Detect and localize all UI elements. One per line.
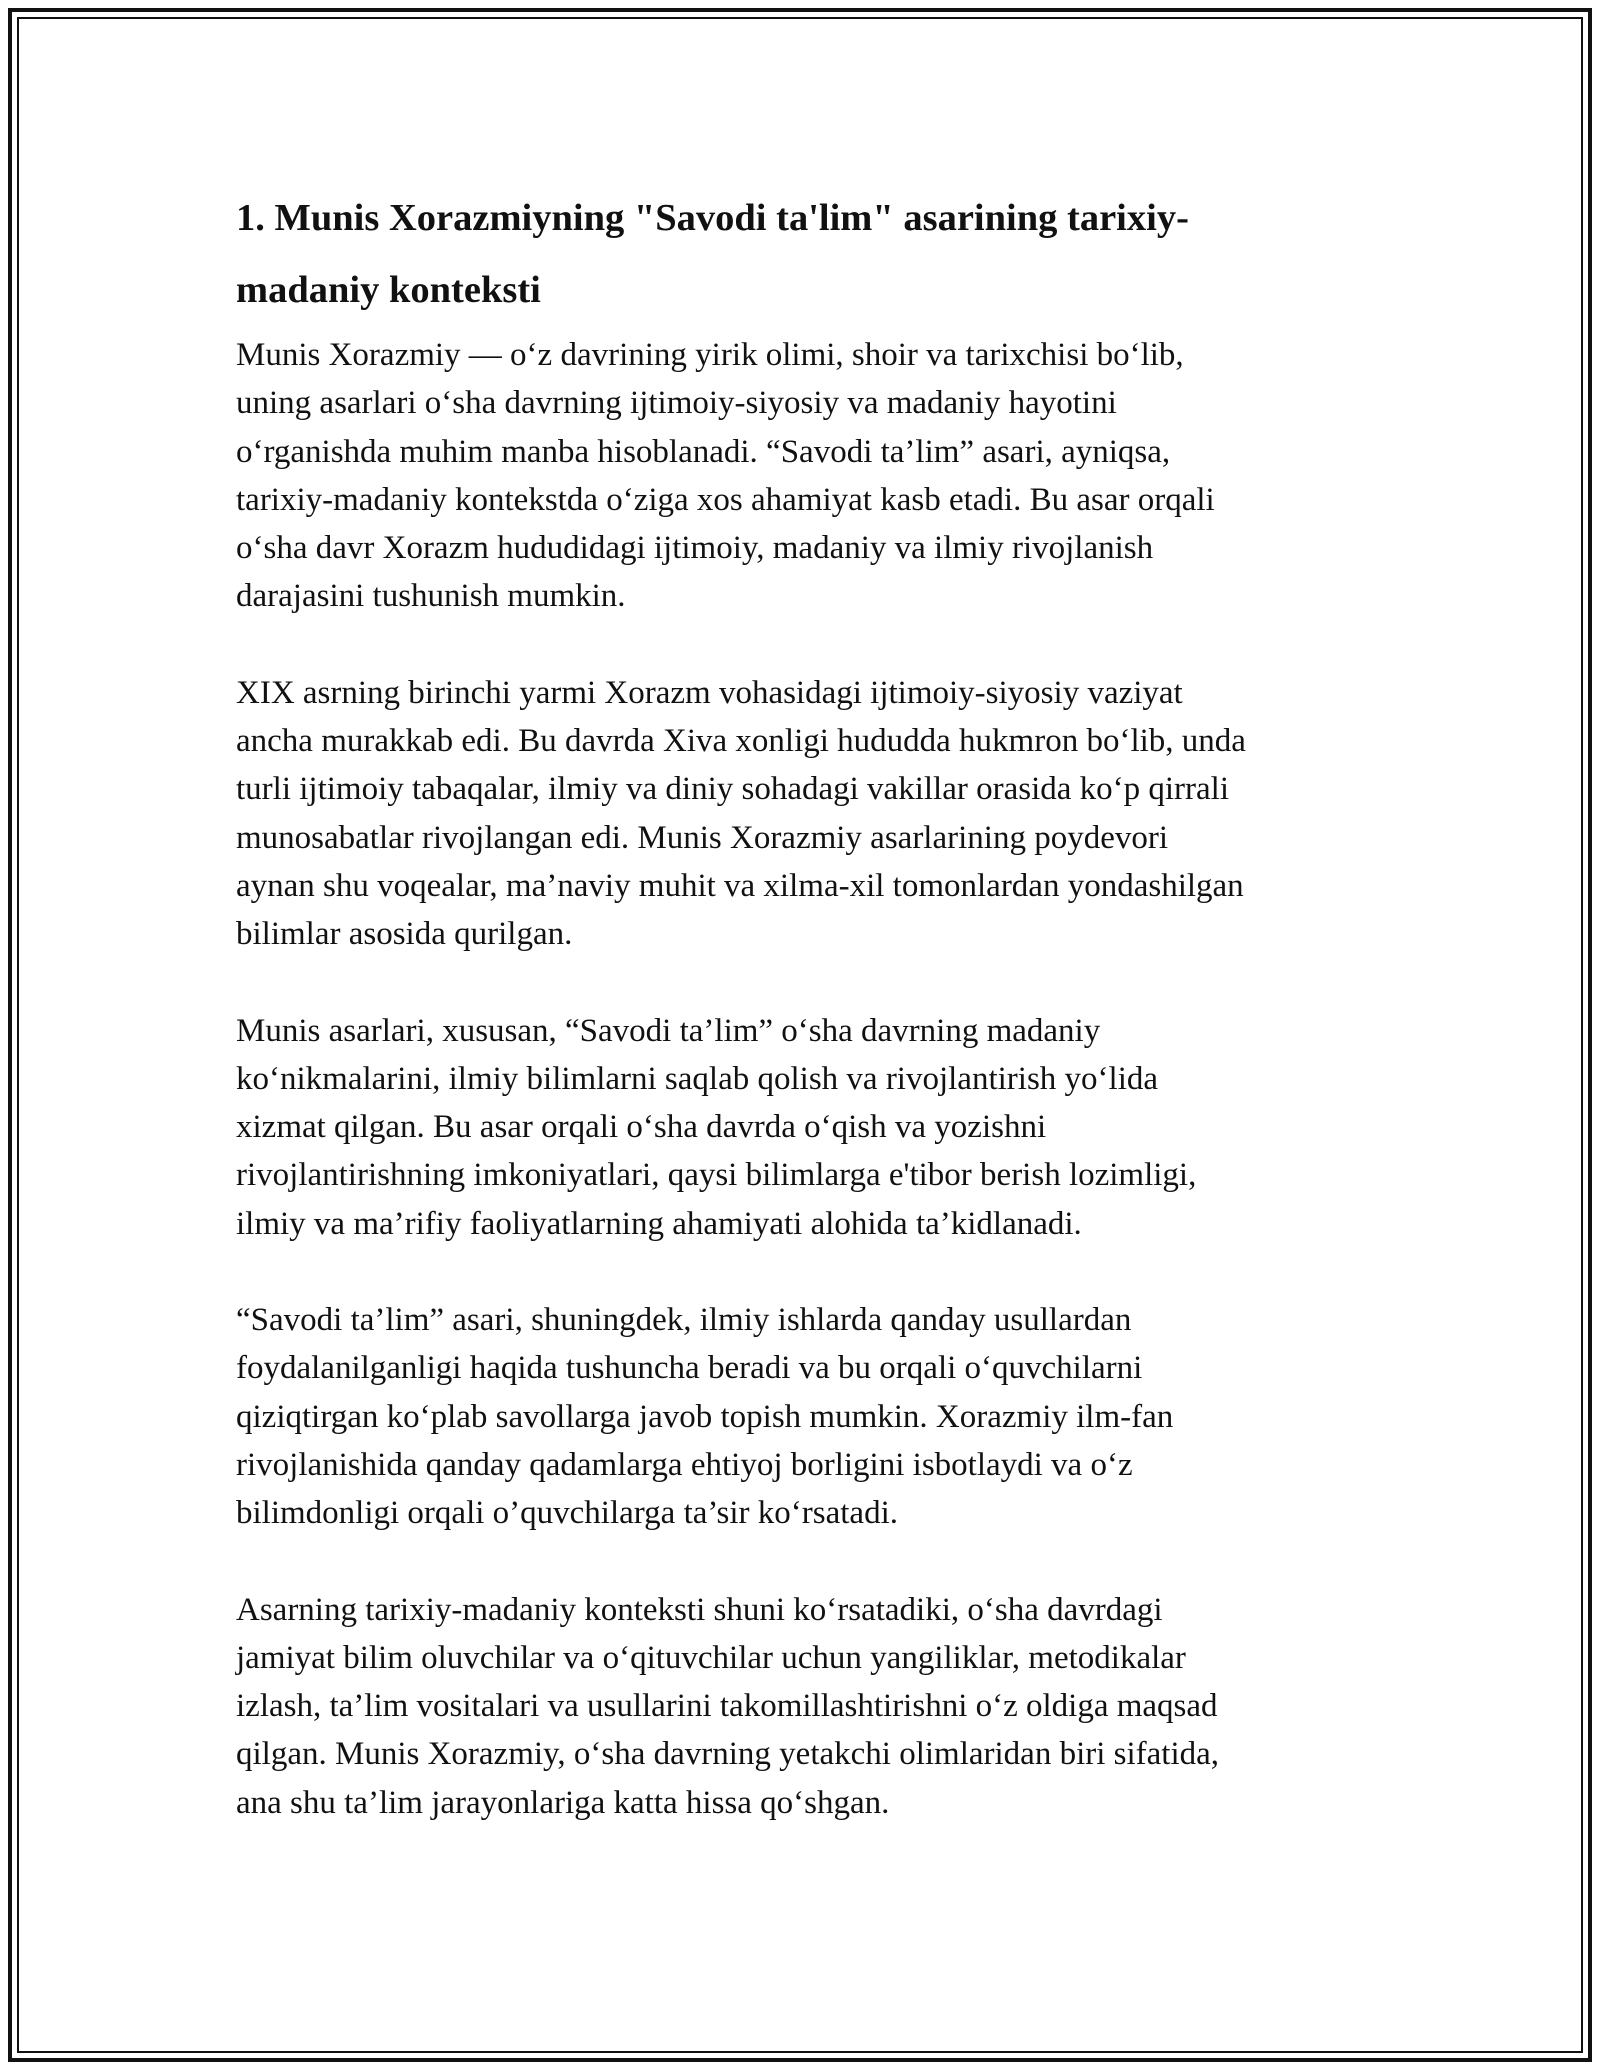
paragraph-5: Asarning tarixiy-madaniy konteksti shuni ko‘rsatadiki, o‘sha davrdagi jamiyat bilim oluvchilar va o‘qituvchilar uchun yangiliklar, metodikalar izlash, ta’lim vositalari va usullarini takomillashtirishni o‘z oldiga maqsad qilgan. Munis Xorazmiy, o‘sha davrning yetakchi olimlaridan biri sifatida, ana shu ta’lim jarayonlariga katta hissa qo‘shgan. bbox=[236, 1591, 1220, 1821]
paragraph-1: Munis Xorazmiy — o‘z davrining yirik olimi, shoir va tarixchisi bo‘lib, uning asarlari o‘sha davrning ijtimoiy-siyosiy va madaniy hayotini o‘rganishda muhim manba hisoblanadi. “Savodi ta’lim” asari, ayniqsa, tarixiy-madaniy kontekstda o‘ziga xos ahamiyat kasb etadi. Bu asar orqali o‘sha davr Xorazm hududidagi ijtimoiy, madaniy va ilmiy rivojlanish darajasini tushunish mumkin. bbox=[236, 337, 1215, 615]
section-heading: 1. Munis Xorazmiyning "Savodi ta'lim" asarining tarixiy- madaniy konteksti bbox=[236, 197, 1189, 311]
document-body bbox=[236, 182, 1376, 1827]
paragraph-4: “Savodi ta’lim” asari, shuningdek, ilmiy ishlarda qanday usullardan foydalanilganligi haqida tushuncha beradi va bu orqali o‘quvchilarni qiziqtirgan ko‘plab savollarga javob topish mumkin. Xorazmiy ilm-fan rivojlanishida qanday qadamlarga ehtiyoj borligini isbotlaydi va o‘z bilimdonligi orqali o’quvchilarga ta’sir ko‘rsatadi. bbox=[236, 1302, 1174, 1532]
paragraph-3: Munis asarlari, xususan, “Savodi ta’lim” o‘sha davrning madaniy ko‘nikmalarini, ilmiy bilimlarni saqlab qolish va rivojlantirish yo‘lida xizmat qilgan. Bu asar orqali o‘sha davrda o‘qish va yozishni rivojlantirishning imkoniyatlari, qaysi bilimlarga e'tibor berish lozimligi, ilmiy va ma’rifiy faoliyatlarning ahamiyati alohida ta’kidlanadi. bbox=[236, 1012, 1197, 1242]
paragraph-2: XIX asrning birinchi yarmi Xorazm vohasidagi ijtimoiy-siyosiy vaziyat ancha murakkab edi. Bu davrda Xiva xonligi hududda hukmron bo‘lib, unda turli ijtimoiy tabaqalar, ilmiy va diniy sohadagi vakillar orasida ko‘p qirrali munosabatlar rivojlangan edi. Munis Xorazmiy asarlarining poydevori aynan shu voqealar, ma’naviy muhit va xilma-xil tomonlardan yondashilgan bilimlar asosida qurilgan. bbox=[236, 674, 1246, 953]
